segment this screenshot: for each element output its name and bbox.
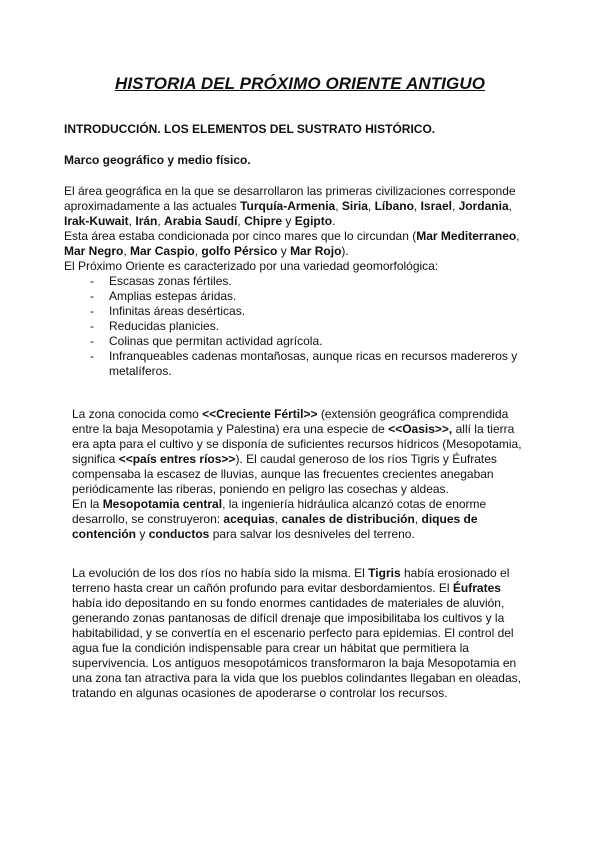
text: ). El caudal generoso de los ríos Tigris y Éufrates compensaba la escasez de lluvias, aunque las frecuentes crecientes anegaban periódicamente las riberas, poniendo en peligro las cosechas y aldeas. (72, 452, 497, 496)
bold-term: golfo Pérsico (201, 244, 278, 258)
text: ). (341, 244, 349, 258)
bold-term: Irak-Kuwait (64, 214, 129, 228)
paragraph-geomorphology: El Próximo Oriente es caracterizado por una variedad geomorfológica: (64, 259, 439, 273)
text: , la ingeniería hidráulica alcanzó cotas de enorme desarrollo, se construyeron: (72, 497, 487, 526)
bold-term: Mar Mediterraneo (416, 229, 517, 243)
text: , (508, 199, 512, 213)
text: había ido depositando en su fondo enormes cantidades de materiales de aluvión, generando zonas pantanosas de difícil drenaje que imposibilitaba los cultivos y la habitabilidad, y se convertía en el escenario perfecto para epidemias. El control del agua fue la condición indispensable para crear un hábitat que permitiera la supervivencia. Los antiguos mesopotámicos transformaron la baja Mesopotamia en una zona tan atractiva para la vida que los pueblos colindantes llegaban en oleadas, tratando en algunas ocasiones de apoderarse o controlar los recursos. (72, 596, 521, 700)
list-item: - Colinas que permitan actividad agrícola. (64, 334, 534, 349)
text: , (367, 199, 375, 213)
paragraph-fertile-crescent (72, 407, 532, 497)
bold-term: diques de contención (72, 512, 478, 541)
subsection-heading: Marco geográfico y medio físico. (64, 153, 251, 167)
bold-term: Arabia Saudí (164, 214, 238, 228)
paragraph-countries (64, 184, 534, 229)
text: El área geográfica en la que se desarrollaron las primeras civilizaciones corresponde aproximadamente a las actuales (64, 184, 516, 213)
bold-term: Israel (420, 199, 452, 213)
paragraph-hydraulics (72, 497, 532, 542)
bold-term: conductos (148, 527, 210, 541)
bold-term: <<Oasis>>, (388, 422, 453, 436)
text: allí la tierra era apta para el cultivo y se disponía de suficientes recursos hídricos (Mesopotamia, significa (72, 422, 522, 466)
list-item: - Escasas zonas fértiles. (64, 274, 534, 289)
paragraph-rivers (72, 566, 532, 701)
text: , (123, 244, 131, 258)
bold-term: Chipre (244, 214, 283, 228)
list-item: - Infinitas áreas desérticas. (64, 304, 534, 319)
text: , (335, 199, 342, 213)
text: . (332, 214, 336, 228)
list-item: - Amplias estepas áridas. (64, 289, 534, 304)
rivers-block (72, 566, 532, 701)
bold-term: Mar Negro (64, 244, 124, 258)
bold-term: <<Creciente Fértil>> (202, 407, 318, 421)
document-title: HISTORIA DEL PRÓXIMO ORIENTE ANTIGUO (114, 74, 486, 93)
bold-term: Turquía-Armenia (240, 199, 336, 213)
bold-term: Mar Caspio (130, 244, 195, 258)
text: (extensión geográfica comprendida entre la baja Mesopotamia y Palestina) era una especie de (72, 407, 509, 436)
list-item: - Infranqueables cadenas montañosas, aunque ricas en recursos madereros y metalíferos. (64, 349, 534, 379)
bold-term: Mesopotamia central (102, 497, 223, 511)
text: para salvar los desniveles del terreno. (209, 527, 415, 541)
list-item: - Reducidas planicies. (64, 319, 534, 334)
text: , (414, 512, 422, 526)
text: , (413, 199, 421, 213)
bold-term: Tigris (368, 566, 401, 580)
bold-term: canales de distribución (281, 512, 415, 526)
fertile-crescent-block (72, 407, 532, 542)
text: y (282, 214, 295, 228)
section-heading: INTRODUCCIÓN. LOS ELEMENTOS DEL SUSTRATO HISTÓRICO. (64, 122, 436, 136)
text: , (128, 214, 136, 228)
geomorphology-list (64, 274, 534, 379)
bold-term: Jordania (458, 199, 509, 213)
text: y (136, 527, 149, 541)
text: , (194, 244, 202, 258)
bold-term: Éufrates (452, 581, 501, 595)
paragraph-seas (64, 229, 534, 259)
text: y (277, 244, 291, 258)
bold-term: Siria (341, 199, 368, 213)
bold-term: Líbano (374, 199, 414, 213)
text: Esta área estaba condicionada por cinco mares que lo circundan ( (64, 229, 417, 243)
text: , (274, 512, 282, 526)
text: En la (72, 497, 103, 511)
bold-term: acequias (223, 512, 275, 526)
bold-term: Egipto (294, 214, 333, 228)
text: La evolución de los dos ríos no había sido la misma. El (72, 566, 369, 580)
text: , (237, 214, 245, 228)
text: había erosionado el terreno hasta crear un cañón profundo para evitar desbordamientos. El (72, 566, 510, 595)
bold-term: <<país entres ríos>> (118, 452, 236, 466)
text: , (516, 229, 520, 243)
bold-term: Irán (135, 214, 158, 228)
text: , (157, 214, 165, 228)
text: La zona conocida como (72, 407, 203, 421)
intro-block (64, 184, 534, 379)
text: , (451, 199, 459, 213)
bold-term: Mar Rojo (290, 244, 342, 258)
